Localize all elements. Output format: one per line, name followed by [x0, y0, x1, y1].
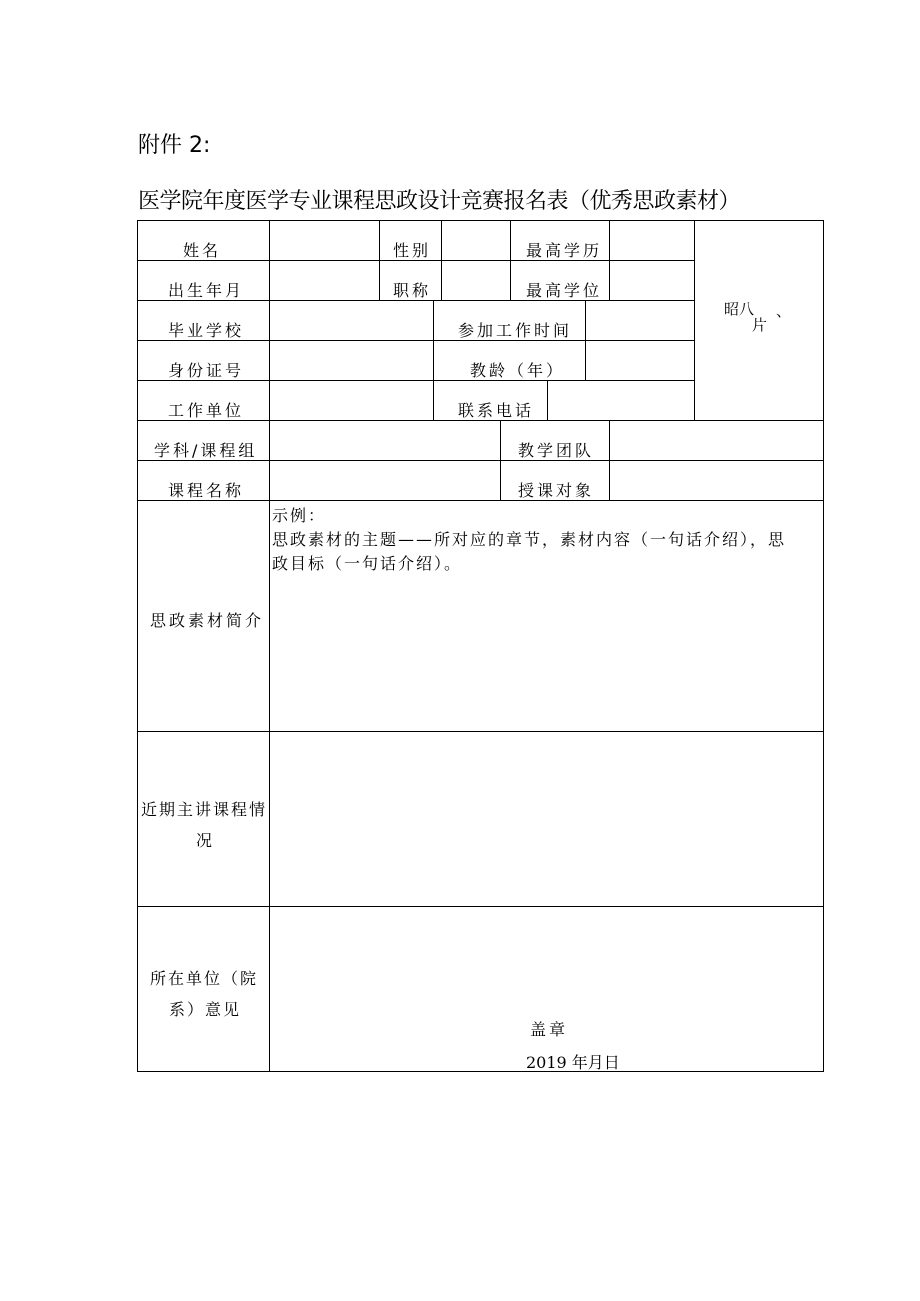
graduate-school-label: 毕业学校 — [168, 321, 245, 340]
gender-label: 性别 — [393, 241, 432, 260]
birth-date-label: 出生年月 — [168, 281, 245, 300]
work-unit-field[interactable] — [270, 381, 433, 420]
graduate-school-field[interactable] — [270, 301, 433, 340]
id-number-field[interactable] — [270, 341, 433, 380]
teaching-years-field[interactable] — [586, 341, 694, 380]
photo-mark: 、 — [776, 302, 792, 320]
id-number-label: 身份证号 — [168, 361, 245, 380]
photo-label-line1: 昭八 — [724, 300, 755, 318]
phone-field[interactable] — [548, 381, 694, 420]
course-audience-label: 授课对象 — [518, 481, 595, 500]
work-unit-label: 工作单位 — [168, 401, 245, 420]
form-title: 医学院年度医学专业课程思政设计竞赛报名表（优秀思政素材） — [138, 189, 741, 214]
work-start-time-field[interactable] — [586, 301, 694, 340]
course-audience-field[interactable] — [610, 461, 823, 500]
subject-group-label: 学科/课程组 — [154, 441, 258, 460]
unit-opinion-label-line1: 所在单位（院 — [150, 969, 259, 988]
professional-title-field[interactable] — [442, 261, 510, 300]
teaching-team-field[interactable] — [610, 421, 823, 460]
unit-opinion-field[interactable] — [270, 907, 823, 1071]
attachment-label: 附件 2: — [138, 133, 211, 158]
recent-courses-field[interactable] — [270, 732, 823, 906]
highest-education-field[interactable] — [610, 221, 694, 260]
example-line1: 思政素材的主题——所对应的章节，素材内容（一句话介绍），思 — [272, 530, 787, 549]
photo-label-line2: 片 — [752, 316, 768, 334]
unit-opinion-label-line2: 系）意见 — [169, 1000, 242, 1019]
recent-courses-label-line2: 况 — [196, 831, 216, 850]
gender-field[interactable] — [442, 221, 510, 260]
teaching-years-label: 教龄（年） — [470, 361, 566, 380]
recent-courses-label-line1: 近期主讲课程情 — [141, 800, 268, 819]
work-start-time-label: 参加工作时间 — [458, 321, 573, 340]
example-heading: 示例： — [272, 506, 327, 525]
highest-degree-label: 最高学位 — [526, 281, 603, 300]
name-label: 姓名 — [183, 241, 222, 260]
birth-date-field[interactable] — [270, 261, 379, 300]
seal-label: 盖章 — [530, 1020, 569, 1039]
course-name-field[interactable] — [270, 461, 500, 500]
date-label: 2019 年月日 — [526, 1053, 620, 1072]
name-field[interactable] — [270, 221, 379, 260]
material-intro-label: 思政素材简介 — [150, 611, 265, 630]
phone-label: 联系电话 — [458, 401, 535, 420]
highest-education-label: 最高学历 — [526, 241, 603, 260]
highest-degree-field[interactable] — [610, 261, 694, 300]
course-name-label: 课程名称 — [168, 481, 245, 500]
subject-group-field[interactable] — [270, 421, 500, 460]
professional-title-label: 职称 — [393, 281, 432, 300]
teaching-team-label: 教学团队 — [518, 441, 595, 460]
example-line2: 政目标（一句话介绍）。 — [272, 554, 463, 573]
